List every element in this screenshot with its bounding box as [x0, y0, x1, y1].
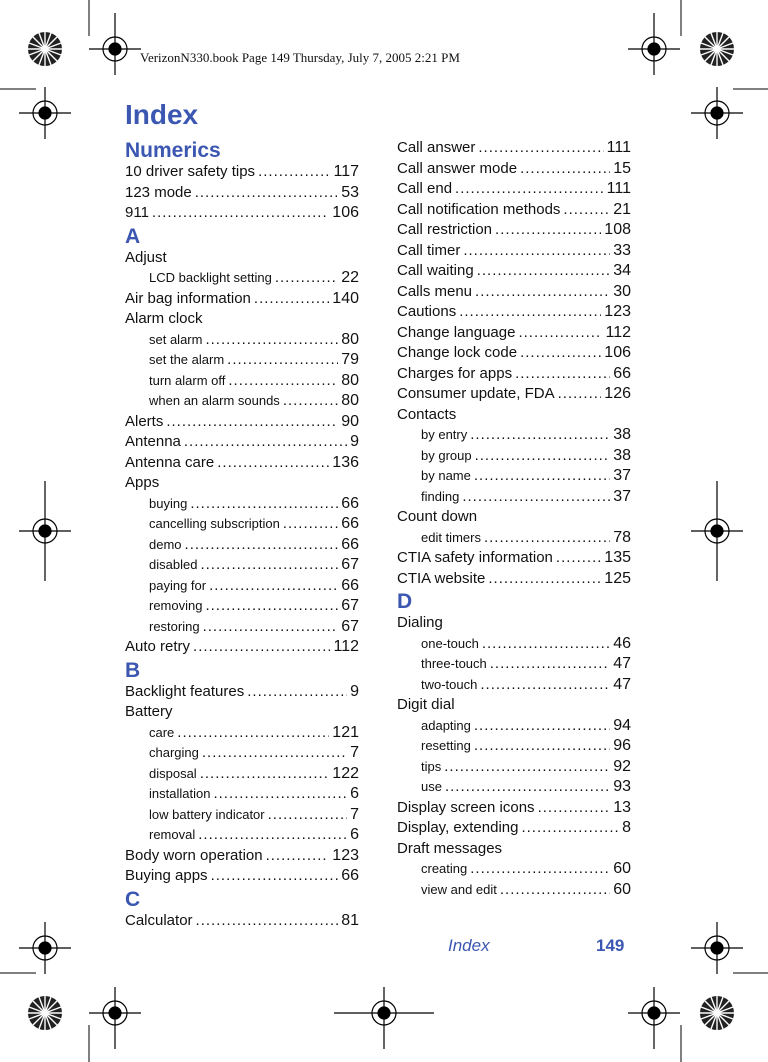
footer-section-label: Index: [448, 936, 490, 955]
index-entry: [125, 866, 359, 887]
index-heading-text: Dialing: [397, 614, 443, 631]
index-page-number: 66: [341, 867, 359, 884]
index-entry-text: cancelling subscription: [149, 516, 280, 531]
index-heading-text: Alarm clock: [125, 310, 203, 327]
index-section-heading: B: [125, 658, 141, 682]
index-page-number: 121: [332, 723, 359, 741]
dot-leader: [202, 743, 347, 764]
index-page-number: 22: [341, 269, 359, 286]
index-page-number: 78: [613, 528, 631, 546]
index-entry-text: Display, extending: [397, 819, 519, 836]
index-entry-text: disposal: [149, 765, 197, 781]
dot-leader: [200, 555, 338, 576]
index-subentry: [397, 859, 631, 880]
dot-leader: [217, 453, 329, 474]
index-entry-text: Call end: [397, 180, 453, 197]
index-entry: [397, 798, 631, 819]
index-page-number: 53: [341, 183, 359, 201]
index-entry: [397, 569, 631, 590]
index-subentry: [125, 330, 359, 351]
dot-leader: [196, 911, 339, 932]
index-entry-text: creating: [421, 861, 468, 876]
index-subentry: [125, 743, 359, 764]
dot-leader: [184, 432, 347, 453]
index-entry-text: 10 driver safety tips: [125, 163, 256, 180]
dot-leader: [477, 261, 611, 282]
index-page-number: 33: [613, 241, 631, 259]
index-page-number: 80: [341, 392, 359, 409]
dot-leader: [515, 364, 610, 385]
index-page-number: 38: [613, 426, 631, 443]
index-page-number: 92: [613, 757, 631, 775]
index-heading: [125, 473, 359, 494]
index-page-number: 9: [350, 682, 359, 700]
index-heading-text: Count down: [397, 508, 478, 525]
index-entry-text: Calculator: [125, 911, 193, 929]
footer-page-number: 149: [596, 936, 625, 955]
dot-leader: [258, 162, 330, 183]
dot-leader: [177, 723, 329, 744]
index-entry-text: Air bag information: [125, 289, 251, 307]
index-entry-text: by name: [421, 468, 471, 483]
index-heading-text: Battery: [125, 703, 173, 720]
index-subentry: [125, 391, 359, 412]
index-page-number: 140: [332, 289, 359, 307]
dot-leader: [475, 282, 610, 303]
index-entry-text: Antenna care: [125, 453, 215, 471]
index-entry-text: when an alarm sounds: [149, 393, 280, 408]
index-page-number: 8: [622, 819, 631, 836]
index-entry-text: Charges for apps: [397, 364, 513, 382]
dot-leader: [247, 682, 347, 703]
index-subentry: [125, 371, 359, 392]
index-subentry: [397, 634, 631, 655]
index-section-heading: D: [397, 590, 413, 613]
index-page-number: 96: [613, 737, 631, 754]
index-page-number: 6: [350, 785, 359, 802]
index-column-left: [125, 138, 359, 931]
index-heading-text: Draft messages: [397, 839, 503, 857]
index-subentry: [125, 350, 359, 371]
dot-leader: [488, 569, 601, 590]
index-subentry: [397, 757, 631, 778]
dot-leader: [203, 617, 339, 638]
index-subentry: [125, 535, 359, 556]
index-page-number: 46: [613, 634, 631, 652]
index-entry-text: Buying apps: [125, 867, 208, 884]
index-heading-text: Contacts: [397, 405, 457, 423]
index-subentry: [397, 528, 631, 549]
dot-leader: [205, 596, 338, 617]
index-entry: [125, 412, 359, 433]
index-subentry: [397, 880, 631, 901]
index-page-number: 117: [333, 163, 359, 180]
dot-leader: [268, 805, 347, 826]
index-subentry: [125, 764, 359, 785]
index-page-number: 60: [613, 880, 631, 898]
index-page-number: 123: [604, 303, 631, 320]
dot-leader: [474, 466, 610, 487]
index-entry-text: installation: [149, 786, 211, 801]
index-entry-text: Call notification methods: [397, 200, 561, 218]
dot-leader: [266, 846, 330, 867]
index-entry-text: turn alarm off: [149, 372, 226, 388]
index-page-number: 13: [613, 798, 631, 816]
index-entry-text: removal: [149, 827, 196, 842]
index-page-number: 67: [341, 556, 359, 573]
dot-leader: [190, 494, 338, 515]
index-entry: [397, 384, 631, 405]
dot-leader: [283, 514, 338, 535]
index-entry-text: removing: [149, 598, 203, 613]
index-entry-text: Display screen icons: [397, 798, 535, 816]
index-page-number: 66: [341, 494, 359, 512]
index-entry: [125, 289, 359, 310]
dot-leader: [195, 183, 338, 204]
index-entry-text: disabled: [149, 557, 198, 572]
index-page-number: 6: [350, 826, 359, 843]
index-page-number: 111: [606, 180, 631, 197]
index-entry: [397, 179, 631, 200]
index-entry: [125, 846, 359, 867]
index-heading: [125, 702, 359, 723]
index-entry-text: care: [149, 724, 175, 740]
index-entry-text: CTIA website: [397, 569, 486, 587]
index-page-number: 112: [333, 638, 359, 655]
index-entry-text: use: [421, 779, 442, 794]
index-entry: [397, 364, 631, 385]
index-page-number: 112: [605, 323, 631, 341]
index-entry-text: Consumer update, FDA: [397, 385, 555, 402]
index-page-number: 90: [341, 412, 359, 430]
index-entry-text: Call answer: [397, 139, 476, 156]
dot-leader: [283, 391, 338, 412]
index-subentry: [125, 596, 359, 617]
dot-leader: [205, 330, 338, 351]
index-entry-text: resetting: [421, 738, 471, 753]
index-page-number: 126: [604, 385, 631, 402]
index-entry-text: Backlight features: [125, 682, 245, 700]
index-subentry: [125, 555, 359, 576]
index-entry: [125, 637, 359, 658]
dot-leader: [495, 220, 601, 241]
index-page-number: 135: [604, 549, 631, 566]
index-entry-text: 123 mode: [125, 183, 192, 201]
index-entry-text: Call answer mode: [397, 159, 518, 177]
dot-leader: [166, 412, 338, 433]
index-entry: [397, 200, 631, 221]
index-entry-text: Call restriction: [397, 221, 493, 238]
index-heading: [397, 405, 631, 426]
dot-leader: [455, 179, 604, 200]
index-entry: [397, 138, 631, 159]
dot-leader: [500, 880, 610, 901]
index-entry-text: one-touch: [421, 635, 479, 651]
index-page-number: 66: [341, 576, 359, 594]
index-page-number: 108: [604, 221, 631, 238]
dot-leader: [482, 634, 610, 655]
dot-leader: [275, 268, 338, 289]
dot-leader: [556, 548, 601, 569]
index-page-number: 9: [350, 433, 359, 450]
index-subentry: [125, 723, 359, 744]
dot-leader: [518, 323, 602, 344]
dot-leader: [213, 784, 347, 805]
index-entry-text: set alarm: [149, 331, 203, 347]
index-entry-text: Auto retry: [125, 638, 191, 655]
index-page-number: 80: [341, 330, 359, 348]
dot-leader: [200, 764, 330, 785]
index-subentry: [125, 494, 359, 515]
index-page-number: 66: [341, 535, 359, 553]
index-heading: [397, 695, 631, 716]
index-subentry: [125, 825, 359, 846]
index-entry: [397, 323, 631, 344]
index-page-number: 7: [350, 805, 359, 823]
index-entry: [125, 432, 359, 453]
index-heading: [125, 309, 359, 330]
dot-leader: [462, 487, 610, 508]
index-page-number: 66: [613, 364, 631, 382]
index-entry-text: Alerts: [125, 412, 164, 430]
index-page-number: 123: [332, 846, 359, 864]
index-entry-text: restoring: [149, 618, 200, 634]
index-section-heading: Numerics: [125, 139, 221, 162]
index-subentry: [397, 466, 631, 487]
index-heading: [125, 248, 359, 269]
index-page-number: 106: [604, 344, 631, 361]
index-column-right: [397, 138, 631, 900]
index-section-heading: A: [125, 224, 141, 248]
index-page-number: 111: [606, 139, 631, 156]
index-heading: [397, 613, 631, 634]
dot-leader: [474, 716, 610, 737]
index-page-number: 30: [613, 282, 631, 300]
dot-leader: [490, 654, 610, 675]
dot-leader: [563, 200, 610, 221]
index-page-number: 79: [341, 351, 359, 368]
index-page-number: 67: [341, 617, 359, 635]
dot-leader: [520, 343, 601, 364]
index-entry: [397, 343, 631, 364]
index-subentry: [397, 487, 631, 508]
dot-leader: [470, 859, 610, 880]
index-entry-text: tips: [421, 758, 442, 774]
index-entry-text: set the alarm: [149, 352, 225, 367]
index-page-number: 37: [613, 487, 631, 505]
index-entry-text: adapting: [421, 717, 471, 733]
dot-leader: [459, 302, 601, 323]
dot-leader: [185, 535, 339, 556]
dot-leader: [478, 138, 603, 159]
dot-leader: [198, 825, 347, 846]
index-entry: [397, 220, 631, 241]
index-page-number: 94: [613, 716, 631, 734]
dot-leader: [470, 425, 610, 446]
index-subentry: [397, 736, 631, 757]
dot-leader: [484, 528, 610, 549]
index-heading: [397, 839, 631, 860]
index-page-number: 81: [341, 911, 359, 929]
index-page-number: 66: [341, 515, 359, 532]
dot-leader: [521, 818, 619, 839]
index-page-number: 122: [332, 764, 359, 782]
index-entry: [125, 453, 359, 474]
index-subentry: [397, 675, 631, 696]
index-entry-text: Body worn operation: [125, 846, 263, 864]
index-entry: [397, 548, 631, 569]
index-entry-text: by group: [421, 447, 472, 463]
index-entry-text: two-touch: [421, 676, 478, 692]
index-entry-text: LCD backlight setting: [149, 270, 272, 285]
index-entry-text: Change lock code: [397, 344, 518, 361]
index-subentry: [125, 617, 359, 638]
dot-leader: [463, 241, 610, 262]
index-entry-text: low battery indicator: [149, 806, 265, 822]
index-entry: [125, 682, 359, 703]
index-subentry: [125, 576, 359, 597]
dot-leader: [474, 736, 610, 757]
index-entry: [125, 203, 359, 224]
dot-leader: [558, 384, 602, 405]
index-entry-text: Cautions: [397, 303, 457, 320]
index-entry: [397, 302, 631, 323]
dot-leader: [445, 777, 610, 798]
index-entry-text: charging: [149, 745, 199, 760]
index-page-number: 37: [613, 467, 631, 484]
index-entry: [125, 183, 359, 204]
index-subentry: [397, 716, 631, 737]
index-subentry: [125, 805, 359, 826]
index-entry: [125, 911, 359, 932]
index-page-number: 21: [613, 200, 631, 218]
dot-leader: [538, 798, 611, 819]
dot-leader: [227, 350, 338, 371]
index-entry: [397, 818, 631, 839]
index-page-number: 136: [332, 453, 359, 471]
index-entry-text: Antenna: [125, 433, 181, 450]
index-section-heading: C: [125, 887, 141, 911]
dot-leader: [480, 675, 610, 696]
index-heading-text: Apps: [125, 474, 160, 491]
index-page-number: 106: [332, 204, 359, 221]
dot-leader: [193, 637, 330, 658]
index-subentry: [397, 425, 631, 446]
index-subentry: [125, 268, 359, 289]
dot-leader: [209, 576, 338, 597]
index-entry-text: Change language: [397, 323, 516, 341]
dot-leader: [444, 757, 610, 778]
page-title: Index: [125, 99, 199, 130]
index-entry-text: finding: [421, 488, 460, 504]
dot-leader: [475, 446, 611, 467]
index-entry-text: three-touch: [421, 656, 487, 671]
index-subentry: [125, 514, 359, 535]
index-page-number: 47: [613, 675, 631, 693]
index-page-number: 67: [341, 597, 359, 614]
dot-leader: [520, 159, 610, 180]
index-page-number: 7: [350, 744, 359, 761]
index-page-number: 15: [613, 159, 631, 177]
index-subentry: [397, 777, 631, 798]
index-entry: [397, 261, 631, 282]
index-page-number: 38: [613, 446, 631, 464]
index-entry-text: paying for: [149, 577, 207, 593]
dot-leader: [152, 203, 329, 224]
index-entry: [397, 282, 631, 303]
index-entry-text: CTIA safety information: [397, 549, 553, 566]
index-heading-text: Digit dial: [397, 696, 455, 713]
dot-leader: [211, 866, 339, 887]
index-entry-text: Calls menu: [397, 282, 473, 300]
index-page-number: 34: [613, 262, 631, 279]
index-page-number: 125: [604, 569, 631, 587]
index-entry-text: by entry: [421, 427, 468, 442]
index-entry: [397, 241, 631, 262]
index-page-number: 93: [613, 778, 631, 795]
index-entry-text: 911: [125, 204, 149, 221]
index-entry: [397, 159, 631, 180]
index-subentry: [397, 654, 631, 675]
index-heading: [397, 507, 631, 528]
index-entry-text: demo: [149, 536, 182, 552]
index-entry-text: buying: [149, 495, 188, 511]
index-entry-text: Call waiting: [397, 262, 474, 279]
index-entry-text: edit timers: [421, 529, 481, 545]
index-subentry: [125, 784, 359, 805]
index-subentry: [397, 446, 631, 467]
dot-leader: [228, 371, 338, 392]
file-info-line: VerizonN330.book Page 149 Thursday, July 7, 2005 2:21 PM: [140, 50, 460, 65]
index-page-number: 47: [613, 655, 631, 672]
index-entry-text: view and edit: [421, 881, 497, 897]
dot-leader: [254, 289, 329, 310]
index-page-number: 60: [613, 860, 631, 877]
index-entry: [125, 162, 359, 183]
index-heading-text: Adjust: [125, 248, 167, 266]
index-entry-text: Call timer: [397, 241, 461, 259]
index-page-number: 80: [341, 371, 359, 389]
